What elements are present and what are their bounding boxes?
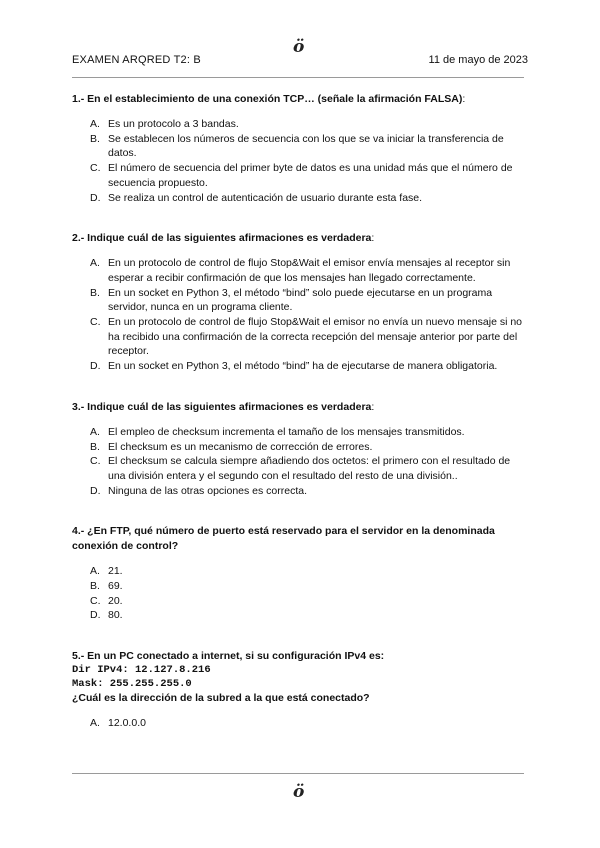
option-a: A. 21.	[90, 565, 123, 578]
option-d: D. 80.	[90, 609, 123, 622]
exam-date: 11 de mayo de 2023	[428, 54, 528, 66]
option-c: C. En un protocolo de control de flujo Stop&Wait el emisor no envía un nuevo mensaje si no ha recibido una confirmación de la correcta recepción del mensaje anterior por parte del receptor.	[90, 316, 523, 358]
option-a: A. En un protocolo de control de flujo Stop&Wait el emisor envía mensajes al receptor sin esperar a recibir confirmación de que los mensajes han llegado correctamente.	[90, 257, 511, 284]
option-c: C. El checksum se calcula siempre añadiendo dos octetos: el primero con el resultado de una división entera y el segundo con el resultado del resto de una división..	[90, 455, 511, 482]
option-a: A. 12.0.0.0	[90, 717, 146, 730]
footer-divider	[72, 773, 524, 774]
question-title: 5.- En un PC conectado a internet, si su configuración IPv4 es:	[72, 650, 385, 663]
ip-address-line: Dir IPv4: 12.127.8.216	[72, 664, 211, 677]
footer-logo: ö	[293, 782, 305, 802]
page-header	[72, 54, 528, 70]
option-d: D. En un socket en Python 3, el método “bind” ha de ejecutarse de manera obligatoria.	[90, 360, 498, 373]
header-logo: ö	[293, 37, 305, 57]
question-2	[72, 231, 528, 374]
option-b: B. En un socket en Python 3, el método “bind” solo puede ejecutarse en un programa servidor, nunca en un programa cliente.	[90, 286, 493, 314]
mask-line: Mask: 255.255.255.0	[72, 677, 192, 690]
option-c: C. 20.	[90, 594, 123, 607]
question-1	[72, 92, 528, 205]
option-b: B. 69.	[90, 580, 123, 593]
question-3	[72, 400, 528, 499]
question-title: 2.- Indique cuál de las siguientes afirmaciones es verdadera:	[72, 232, 375, 245]
question-4	[72, 524, 528, 623]
header-divider	[72, 77, 524, 78]
option-d: D. Ninguna de las otras opciones es correcta.	[90, 484, 308, 497]
exam-content	[72, 92, 528, 757]
question-title: 1.- En el establecimiento de una conexión TCP… (señale la afirmación FALSA):	[72, 93, 466, 105]
question-subtitle: ¿Cuál es la dirección de la subred a la que está conectado?	[72, 692, 370, 705]
option-a: A. Es un protocolo a 3 bandas.	[90, 118, 239, 130]
option-b: B. Se establecen los números de secuencia con los que se va iniciar la transferencia de datos.	[90, 132, 504, 160]
option-b: B. El checksum es un mecanismo de corrección de errores.	[90, 440, 373, 453]
question-5	[72, 649, 528, 731]
option-d: D. Se realiza un control de autenticación de usuario durante esta fase.	[90, 191, 423, 204]
question-title: 4.- ¿En FTP, qué número de puerto está reservado para el servidor en la denominada conexión de control?	[72, 525, 495, 553]
question-title: 3.- Indique cuál de las siguientes afirmaciones es verdadera:	[72, 400, 375, 413]
option-c: C. El número de secuencia del primer byte de datos es una unidad más que el número de secuencia propuesto.	[90, 162, 513, 189]
exam-title: EXAMEN ARQRED T2: B	[72, 54, 201, 66]
option-a: A. El empleo de checksum incrementa el tamaño de los mensajes transmitidos.	[90, 425, 465, 438]
